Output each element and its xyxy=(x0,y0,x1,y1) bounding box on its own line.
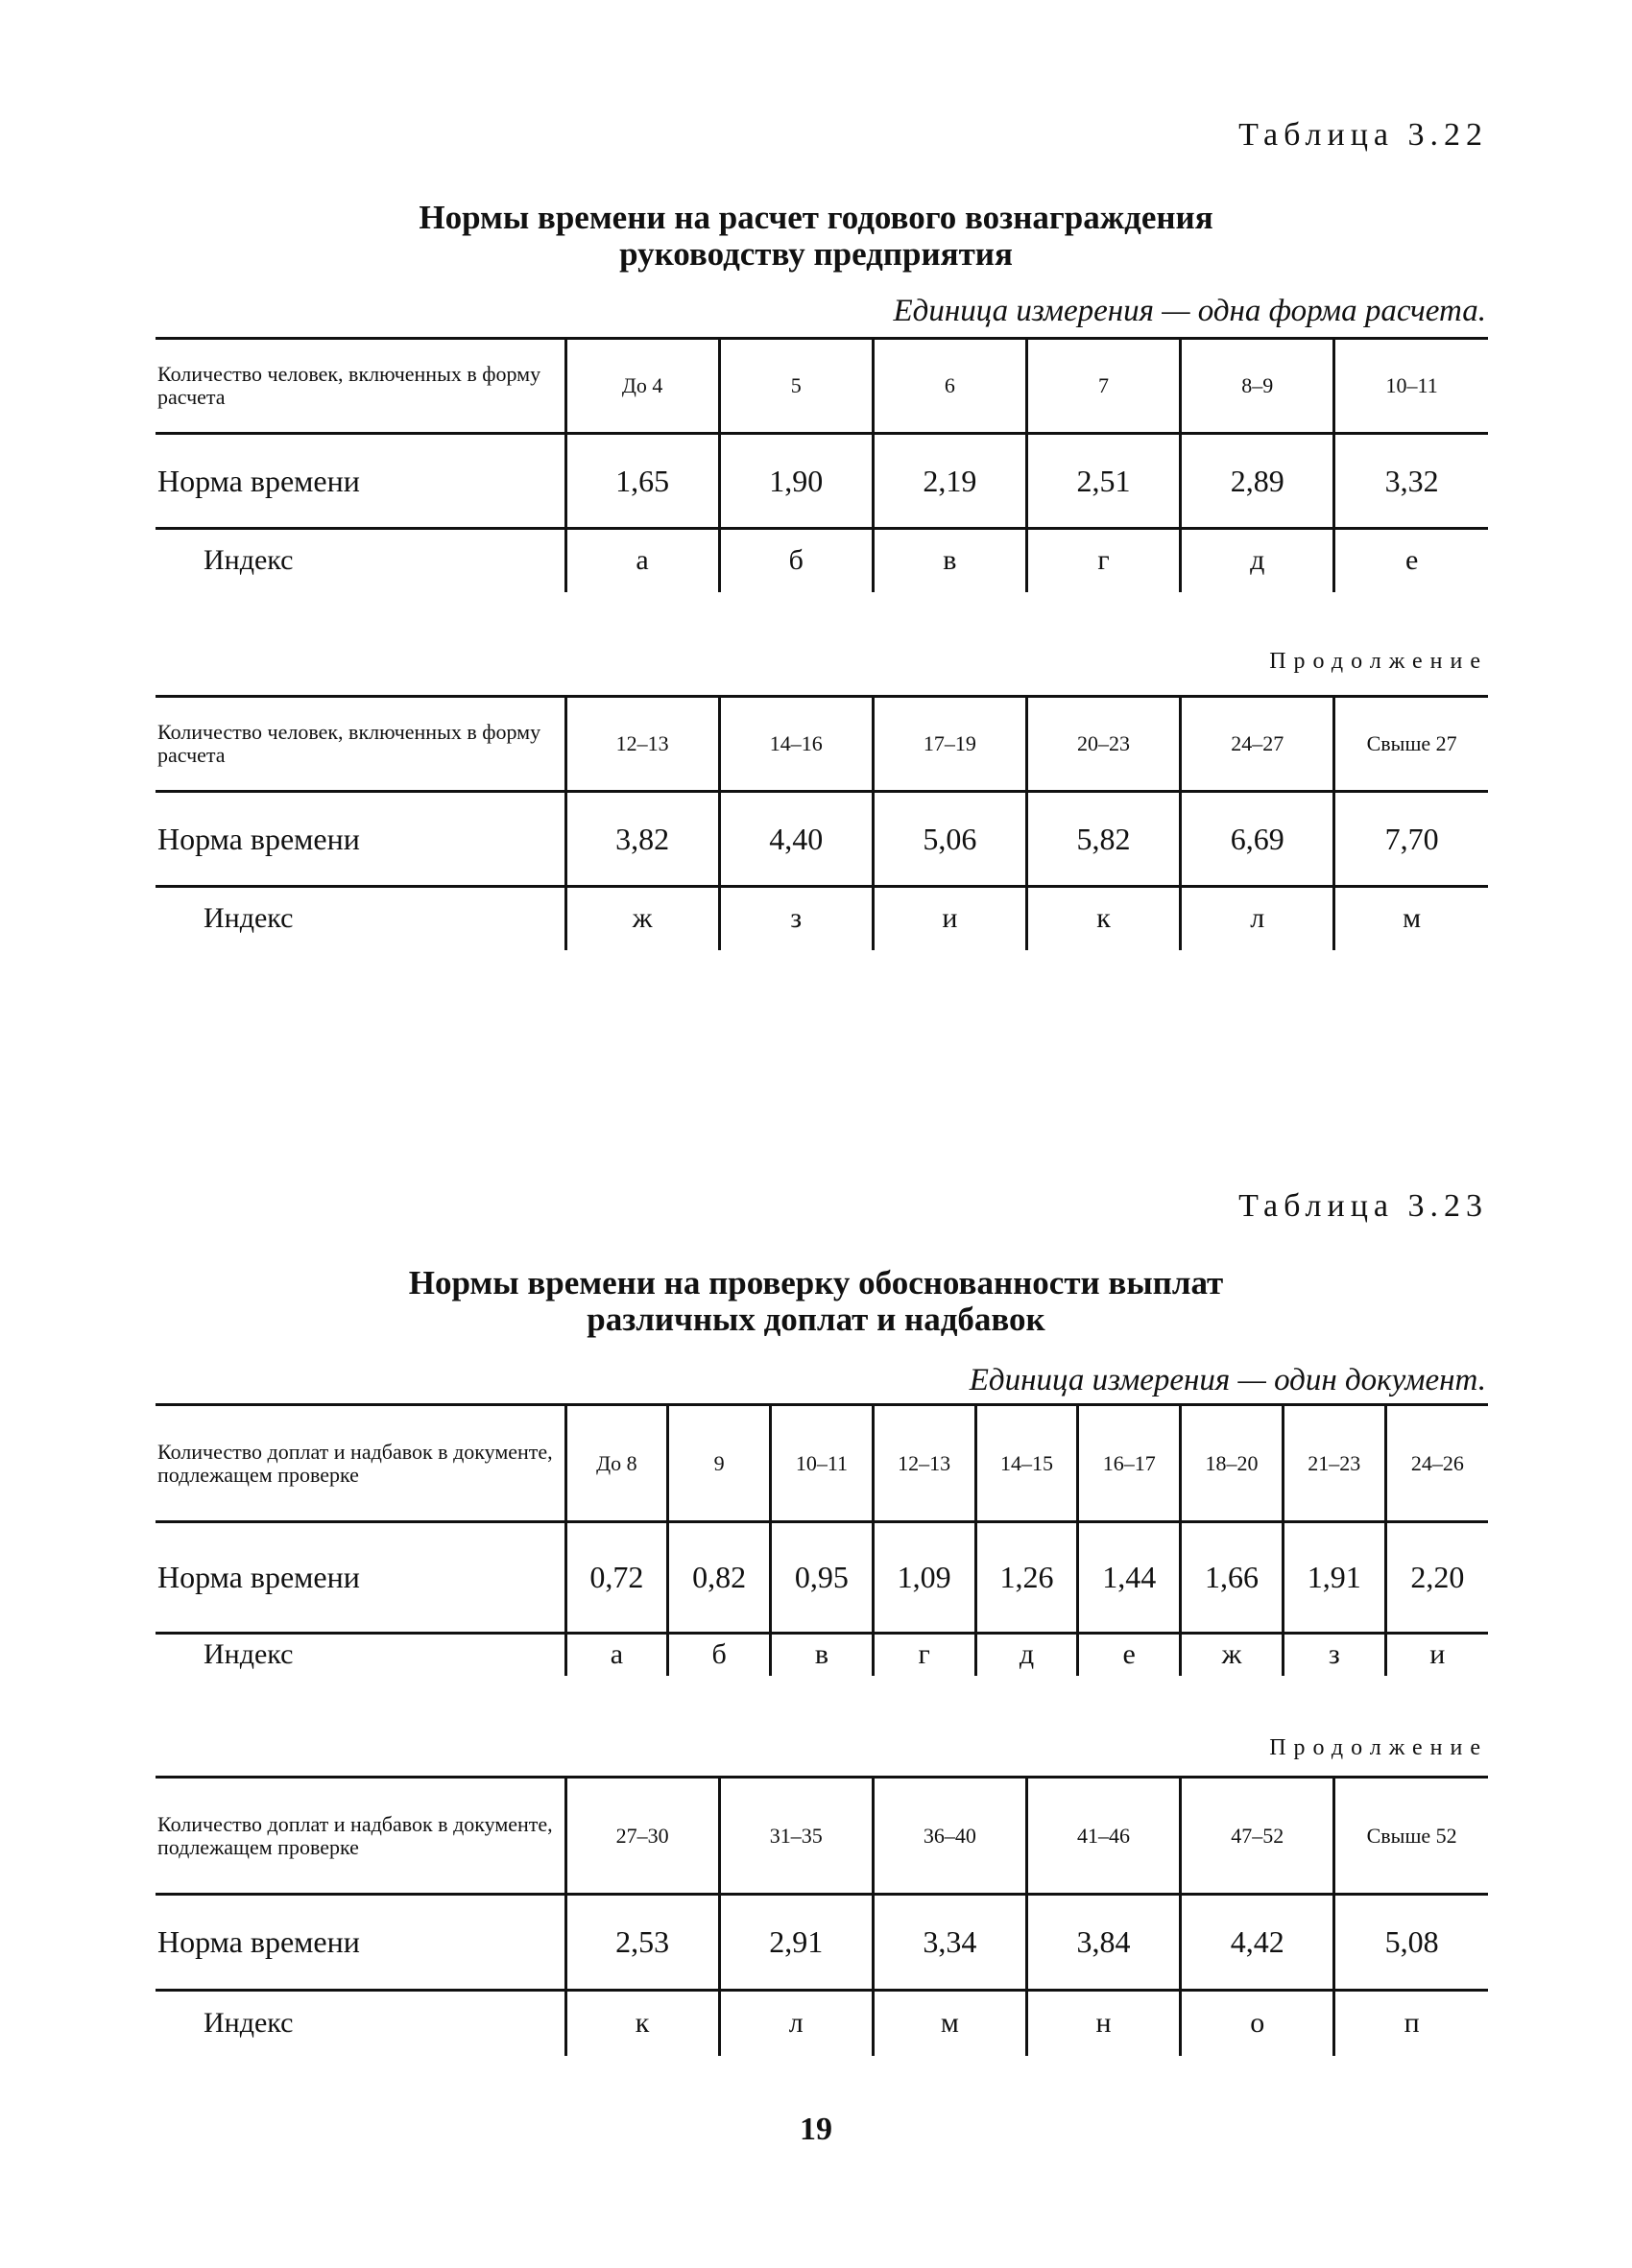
table-322-label: Таблица 3.22 xyxy=(1238,117,1488,153)
index-value: н xyxy=(1026,1991,1180,2056)
table-323-part1 xyxy=(156,1403,1488,1676)
norm-label: Норма времени xyxy=(156,792,565,887)
norm-label: Норма времени xyxy=(156,1895,565,1991)
index-value: ж xyxy=(1181,1634,1284,1676)
norm-value: 1,91 xyxy=(1283,1522,1385,1634)
column-header: 20–23 xyxy=(1026,697,1180,792)
index-value: к xyxy=(565,1991,719,2056)
norm-value: 4,40 xyxy=(719,792,873,887)
index-value: п xyxy=(1334,1991,1488,2056)
column-header: 12–13 xyxy=(565,697,719,792)
norm-value: 2,53 xyxy=(565,1895,719,1991)
table-323-label: Таблица 3.23 xyxy=(1238,1188,1488,1224)
index-value: в xyxy=(771,1634,874,1676)
table-323-part2 xyxy=(156,1776,1488,2056)
index-value: г xyxy=(873,1634,975,1676)
norm-value: 3,82 xyxy=(565,792,719,887)
index-row xyxy=(156,887,1488,950)
index-value: м xyxy=(873,1991,1026,2056)
index-label: Индекс xyxy=(204,1638,294,1671)
column-header: До 8 xyxy=(565,1405,668,1522)
column-header: 5 xyxy=(719,339,873,434)
table-322-unit: Единица измерения — одна форма расчета. xyxy=(893,294,1486,328)
column-header: 14–16 xyxy=(719,697,873,792)
norm-value: 7,70 xyxy=(1334,792,1488,887)
norm-value: 2,20 xyxy=(1385,1522,1488,1634)
index-value: м xyxy=(1334,887,1488,950)
index-value: д xyxy=(1181,529,1334,592)
column-header: 17–19 xyxy=(873,697,1026,792)
norm-value: 6,69 xyxy=(1181,792,1334,887)
index-value: а xyxy=(565,529,719,592)
norm-row xyxy=(156,434,1488,529)
index-value: л xyxy=(719,1991,873,2056)
index-value: з xyxy=(719,887,873,950)
norm-value: 3,32 xyxy=(1334,434,1488,529)
index-label: Индекс xyxy=(204,2007,294,2040)
index-value: б xyxy=(719,529,873,592)
header-row xyxy=(156,1778,1488,1895)
norm-row xyxy=(156,1895,1488,1991)
table-322-title-line2: руководству предприятия xyxy=(619,235,1013,273)
index-value: к xyxy=(1026,887,1180,950)
column-header: 18–20 xyxy=(1181,1405,1284,1522)
norm-row xyxy=(156,792,1488,887)
index-value: а xyxy=(565,1634,668,1676)
norm-value: 0,82 xyxy=(668,1522,771,1634)
index-value: д xyxy=(975,1634,1078,1676)
column-header: Свыше 27 xyxy=(1334,697,1488,792)
norm-value: 1,66 xyxy=(1181,1522,1284,1634)
index-value: в xyxy=(873,529,1026,592)
column-header: 10–11 xyxy=(771,1405,874,1522)
index-value: и xyxy=(1385,1634,1488,1676)
column-header: 16–17 xyxy=(1078,1405,1181,1522)
table-323-title xyxy=(0,1265,1632,1338)
column-header: 6 xyxy=(873,339,1026,434)
column-header: 24–26 xyxy=(1385,1405,1488,1522)
norm-value: 4,42 xyxy=(1181,1895,1334,1991)
page-number: 19 xyxy=(800,2112,832,2147)
norm-value: 1,44 xyxy=(1078,1522,1181,1634)
norm-value: 5,06 xyxy=(873,792,1026,887)
norm-label: Норма времени xyxy=(156,1522,565,1634)
norm-value: 2,19 xyxy=(873,434,1026,529)
index-value: з xyxy=(1283,1634,1385,1676)
norm-value: 2,91 xyxy=(719,1895,873,1991)
index-row xyxy=(156,529,1488,592)
column-header: 27–30 xyxy=(565,1778,719,1895)
norm-value: 5,08 xyxy=(1334,1895,1488,1991)
table-323-continuation: Продолжение xyxy=(1269,1735,1488,1760)
index-value: ж xyxy=(565,887,719,950)
index-label: Индекс xyxy=(204,544,294,577)
column-header: 36–40 xyxy=(873,1778,1026,1895)
norm-value: 1,65 xyxy=(565,434,719,529)
column-header: 7 xyxy=(1026,339,1180,434)
index-value: л xyxy=(1181,887,1334,950)
norm-value: 2,51 xyxy=(1026,434,1180,529)
norm-value: 3,34 xyxy=(873,1895,1026,1991)
header-row xyxy=(156,697,1488,792)
norm-value: 0,72 xyxy=(565,1522,668,1634)
index-row xyxy=(156,1634,1488,1676)
table-323-unit: Единица измерения — один документ. xyxy=(969,1363,1486,1397)
header-row xyxy=(156,339,1488,434)
norm-value: 1,26 xyxy=(975,1522,1078,1634)
column-header: 41–46 xyxy=(1026,1778,1180,1895)
column-header: 31–35 xyxy=(719,1778,873,1895)
index-value: и xyxy=(873,887,1026,950)
table-323-title-line1: Нормы времени на проверку обоснованности выплат xyxy=(408,1264,1224,1301)
norm-value: 0,95 xyxy=(771,1522,874,1634)
index-value: г xyxy=(1026,529,1180,592)
index-value: о xyxy=(1181,1991,1334,2056)
row-header: Количество доплат и надбавок в документе, подлежащем проверке xyxy=(156,1778,565,1895)
index-row xyxy=(156,1991,1488,2056)
column-header: 14–15 xyxy=(975,1405,1078,1522)
header-row xyxy=(156,1405,1488,1522)
table-322-title-line1: Нормы времени на расчет годового вознаграждения xyxy=(419,199,1213,236)
column-header: 8–9 xyxy=(1181,339,1334,434)
table-322-part2 xyxy=(156,695,1488,950)
column-header: 12–13 xyxy=(873,1405,975,1522)
norm-value: 2,89 xyxy=(1181,434,1334,529)
norm-value: 1,90 xyxy=(719,434,873,529)
norm-value: 3,84 xyxy=(1026,1895,1180,1991)
column-header: 21–23 xyxy=(1283,1405,1385,1522)
index-value: б xyxy=(668,1634,771,1676)
row-header: Количество доплат и надбавок в документе, подлежащем проверке xyxy=(156,1405,565,1522)
column-header: 24–27 xyxy=(1181,697,1334,792)
table-322-continuation: Продолжение xyxy=(1269,649,1488,674)
column-header: Свыше 52 xyxy=(1334,1778,1488,1895)
index-value: е xyxy=(1334,529,1488,592)
table-323-title-line2: различных доплат и надбавок xyxy=(587,1301,1045,1338)
row-header: Количество человек, включенных в форму расчета xyxy=(156,339,565,434)
norm-value: 1,09 xyxy=(873,1522,975,1634)
norm-row xyxy=(156,1522,1488,1634)
column-header: До 4 xyxy=(565,339,719,434)
norm-label: Норма времени xyxy=(156,434,565,529)
table-322-part1 xyxy=(156,337,1488,592)
column-header: 47–52 xyxy=(1181,1778,1334,1895)
row-header: Количество человек, включенных в форму расчета xyxy=(156,697,565,792)
index-label: Индекс xyxy=(204,902,294,935)
index-value: е xyxy=(1078,1634,1181,1676)
column-header: 10–11 xyxy=(1334,339,1488,434)
column-header: 9 xyxy=(668,1405,771,1522)
table-322-title xyxy=(0,200,1632,273)
norm-value: 5,82 xyxy=(1026,792,1180,887)
